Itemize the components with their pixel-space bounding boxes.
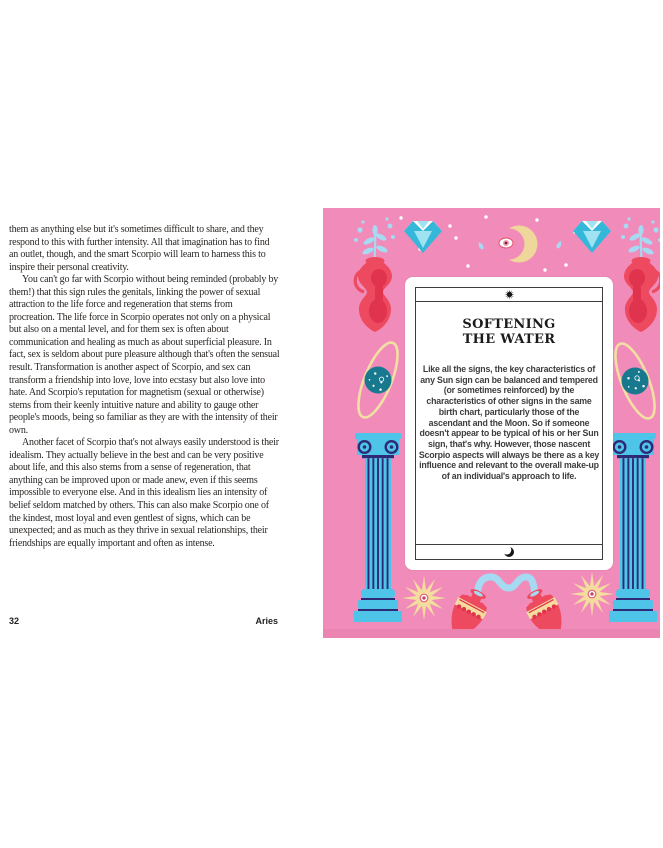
crescent-moon-eye-icon (494, 226, 538, 263)
sun-icon (504, 289, 515, 300)
card-body-text: Like all the signs, the key characteristics of any Sun sign can be balanced and tempered (or sometimes reinforced) by the characteristics of other signs in the same birth chart, particularly those of the ascendant and the Moon. So if someone doesn't appear to be typical of his or her Sun sign, that's why. However, those nascent Scorpio aspects will always be there as a key influence and relevant to the overall make-up of an individual's approach to life. (418, 364, 600, 482)
crescent-moon-icon (503, 546, 515, 558)
body-paragraph: Another facet of Scorpio that's not always easily understood is their idealism. They actually believe in the best and can be very positive about life, and this also stems from a sense of regeneration, that anything can be improved upon or made anew, even if this seems impossible to everyone else. And in this idealism lies an intensity of belief seldom matched by others. This can also make Scorpio one of the kindest, most loyal and even gentlest of signs, which can be unexpected; and as much as they thrive in sexual relationships, their friendships are equally important and often as intense. (9, 437, 279, 549)
card-header-band (416, 288, 602, 302)
illustration-panel (323, 208, 660, 638)
column-icon (354, 433, 402, 622)
water-stream (478, 577, 536, 597)
panel-bottom-strip (323, 629, 660, 638)
body-paragraph: You can't go far with Scorpio without being reminded (probably by them!) that this sign rules the genitals, linking the power of sexual attraction to the life force and regeneration that stems from procreation. The life force in Scorpio operates not only on a physical but also on a mental level, and for them sex is often about communication and healing as much as about superficial pleasure. In fact, sex is seldom about pure pleasure although that's often the sensual result. Transformation is another aspect of Scorpio, and sex can transform a friendship into love, love into ecstasy but also love into hate. And Scorpio's reputation for magnetism (sexual or otherwise) stems from their keenly intuitive nature and ability to gauge other people's moods, being so familiar as they are with the intensity of their own. (9, 274, 280, 436)
planet-icon (607, 339, 660, 423)
body-paragraph: them as anything else but it's sometimes difficult to share, and they respond to this with further intensity. All that imagination has to find an outlet, though, and the smart Scorpio will learn to harness this to inspire their personal creativity. (9, 224, 270, 273)
vase-icon (354, 217, 395, 332)
card-title-line: SOFTENING (462, 317, 556, 332)
planet-icon (350, 338, 405, 422)
gem-icon (573, 221, 611, 253)
gem-icon (404, 221, 442, 253)
card-title-line: THE WATER (462, 331, 556, 347)
left-page-text-column (9, 224, 280, 550)
page-number: 32 (9, 616, 20, 626)
droplet-icon (477, 241, 485, 250)
eye-icon (499, 238, 513, 248)
vase-icon (621, 217, 660, 332)
column-icon (609, 433, 657, 622)
running-head: Aries (255, 616, 278, 626)
card-title (416, 318, 602, 347)
starburst-icon (402, 576, 446, 620)
card-frame (415, 287, 603, 560)
card-footer-band (416, 544, 602, 559)
starburst-icon (570, 572, 614, 616)
card-content (416, 302, 602, 544)
droplet-icon (555, 240, 562, 249)
astro-card (405, 277, 613, 570)
page-footer (9, 616, 278, 626)
